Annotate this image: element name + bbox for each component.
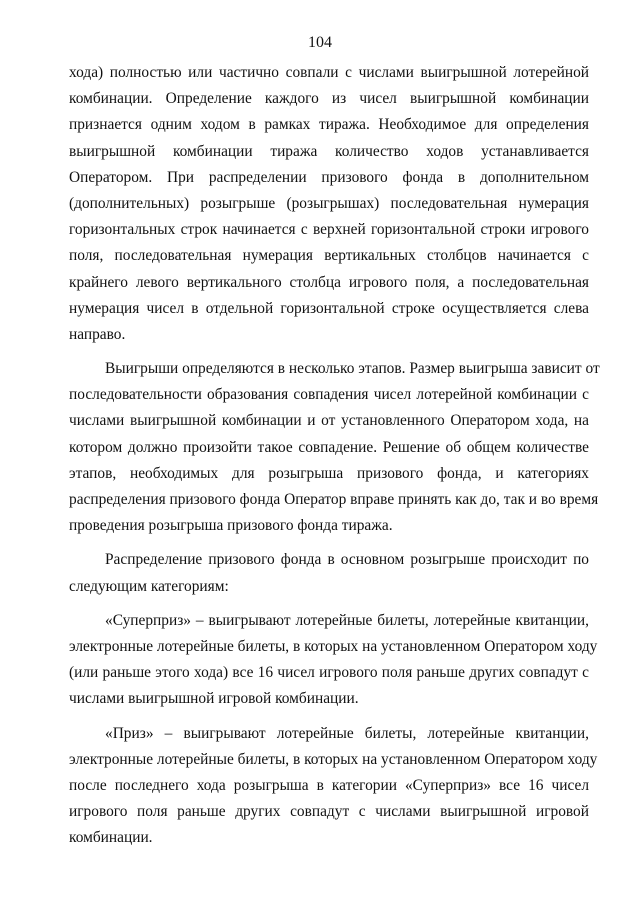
text-line: (дополнительных) розыгрыше (розыгрышах) последовательная нумерация [69,194,589,212]
paragraph-3 [69,547,589,599]
text-line: поля, последовательная нумерация вертикальных столбцов начинается с [69,247,589,265]
text-line: этапов, необходимых для розыгрыша призового фонда, и категориях [69,464,589,482]
text-line: Выигрыши определяются в несколько этапов. Размер выигрыша зависит от [105,360,600,378]
text-line: (или раньше этого хода) все 16 чисел игрового поля раньше других совпадут с [69,664,589,682]
text-line: числами выигрышной комбинации и от установленного Оператором хода, на [69,412,589,430]
paragraph-1 [69,60,589,348]
paragraph-2 [69,356,600,539]
text-line: крайнего левого вертикального столбца игрового поля, а последовательная [69,273,589,291]
text-line: после последнего хода розыгрыша в категории «Суперприз» все 16 чисел [69,776,589,794]
page-number: 104 [308,34,332,51]
text-line: «Приз» – выигрывают лотерейные билеты, лотерейные квитанции, [105,724,589,742]
text-line: нумерация чисел в отдельной горизонтальной строке осуществляется слева [69,299,589,317]
text-line: числами выигрышной игровой комбинации. [69,690,359,708]
document-body [69,60,600,851]
text-line: признается одним ходом в рамках тиража. Необходимое для определения [69,116,589,134]
text-line: электронные лотерейные билеты, в которых на установленном Оператором ходу [69,750,598,768]
text-line: распределения призового фонда Оператор вправе принять как до, так и во время [69,491,599,508]
text-line: комбинации. Определение каждого из чисел выигрышной комбинации [69,90,589,108]
text-line: выигрышной комбинации тиража количество ходов устанавливается [69,142,589,160]
text-line: игрового поля раньше других совпадут с числами выигрышной игровой [69,803,589,821]
text-line: котором должно произойти такое совпадение. Решение об общем количестве [69,438,589,456]
paragraph-5 [69,721,598,852]
text-line: Распределение призового фонда в основном розыгрыше происходит по [105,551,589,569]
paragraph-4 [69,608,598,713]
text-line: горизонтальных строк начинается с верхней горизонтальной строки игрового [69,221,589,239]
text-line: Оператором. При распределении призового фонда в дополнительном [69,168,589,186]
text-line: электронные лотерейные билеты, в которых на установленном Оператором ходу [69,637,598,655]
text-line: «Суперприз» – выигрывают лотерейные билеты, лотерейные квитанции, [105,611,589,629]
text-line: проведения розыгрыша призового фонда тиража. [69,517,393,535]
text-line: направо. [69,325,126,343]
text-line: хода) полностью или частично совпали с числами выигрышной лотерейной [69,64,589,81]
text-line: последовательности образования совпадения чисел лотерейной комбинации с [69,386,589,404]
text-line: комбинации. [69,829,153,847]
text-line: следующим категориям: [69,577,229,595]
